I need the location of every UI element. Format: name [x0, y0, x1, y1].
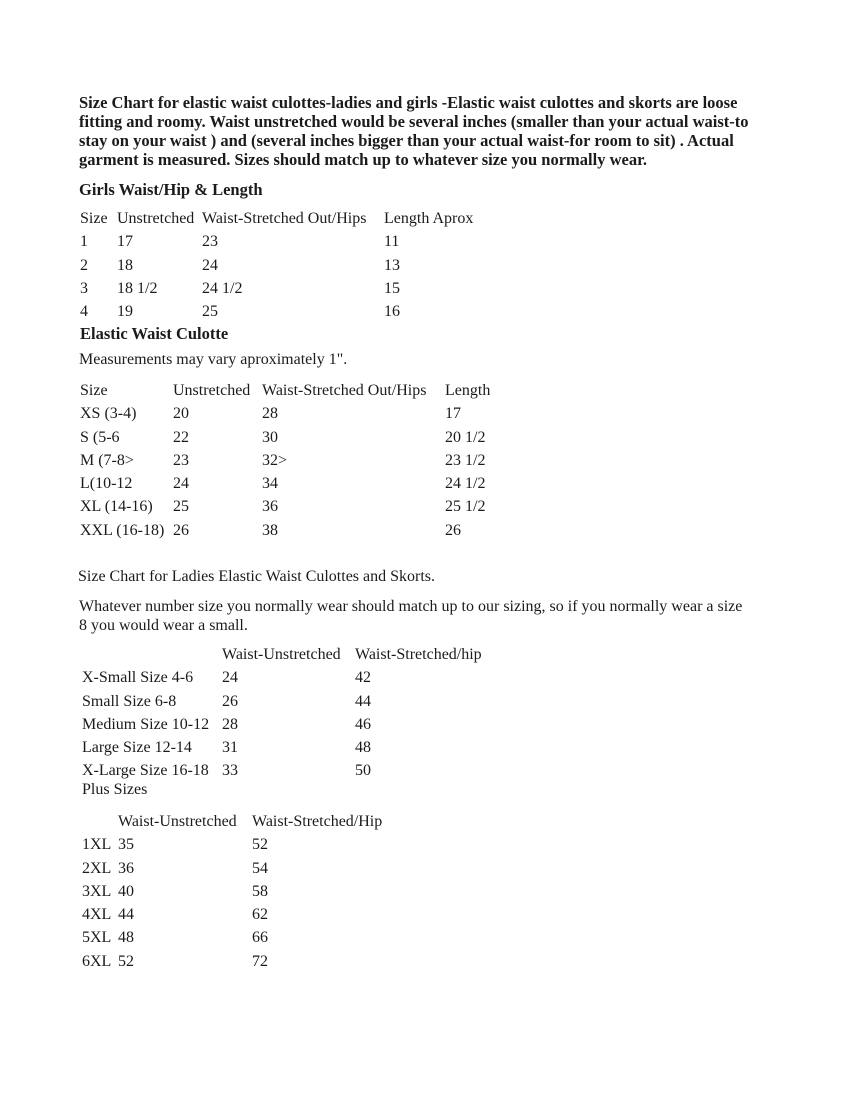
table-cell: 48: [355, 739, 371, 757]
table-cell: XS (3-4): [80, 405, 137, 423]
column-header: Size: [80, 382, 108, 399]
table-cell: M (7-8>: [80, 451, 134, 469]
girls-section-heading: Girls Waist/Hip & Length: [79, 180, 263, 199]
table-row: [80, 519, 585, 542]
table-cell: 1XL: [82, 836, 112, 854]
table-cell: 2XL: [82, 859, 112, 877]
column-header: Length Aprox: [384, 210, 474, 227]
ladies-paragraph: [79, 597, 742, 635]
table-cell: 44: [118, 906, 134, 924]
table-cell: X-Large Size 16-18: [82, 762, 209, 780]
table-row: [82, 666, 495, 689]
table-cell: 25: [202, 303, 218, 321]
table-cell: 24 1/2: [445, 475, 486, 493]
table-cell: 33: [222, 762, 238, 780]
table-cell: L(10-12: [80, 475, 133, 493]
table-cell: Medium Size 10-12: [82, 715, 210, 733]
column-header: Waist-Stretched/hip: [355, 646, 482, 663]
table-cell: 58: [252, 882, 268, 900]
table-cell: 36: [262, 498, 278, 516]
paragraph-line: Whatever number size you normally wear should match up to our sizing, so if you normally wear a size: [79, 598, 743, 615]
table-cell: 31: [222, 739, 238, 757]
table-cell: 26: [445, 521, 461, 539]
table-row: [80, 277, 524, 300]
table-cell: 46: [355, 715, 371, 733]
table-cell: 4: [80, 303, 88, 321]
table-cell: 42: [355, 669, 371, 687]
plus-sizes-label: Plus Sizes: [82, 781, 148, 798]
table-header-row: [82, 643, 495, 666]
column-header: Waist-Unstretched: [118, 813, 237, 830]
table-cell: 52: [118, 952, 134, 970]
culotte-size-table: [80, 379, 585, 542]
ladies-section-heading: Size Chart for Ladies Elastic Waist Culottes and Skorts.: [78, 568, 436, 585]
table-header-row: [80, 379, 585, 402]
table-row: [82, 690, 495, 713]
table-cell: 20: [173, 405, 189, 423]
column-header: Waist-Stretched Out/Hips: [262, 382, 427, 399]
table-cell: 48: [118, 929, 134, 947]
table-cell: 25 1/2: [445, 498, 486, 516]
table-cell: 23: [202, 233, 218, 251]
table-row: [80, 495, 585, 518]
girls-size-table: [80, 207, 524, 323]
table-cell: 15: [384, 279, 400, 297]
table-cell: 26: [173, 521, 189, 539]
plus-size-table: [82, 810, 392, 973]
table-row: [80, 472, 585, 495]
table-row: [82, 950, 392, 973]
paragraph-line: stay on your waist ) and (several inches bigger than your actual waist-for room to sit) . Actual: [79, 131, 734, 150]
table-cell: 52: [252, 836, 268, 854]
table-cell: 18: [117, 256, 133, 274]
table-cell: 34: [262, 475, 278, 493]
table-cell: 17: [117, 233, 133, 251]
table-cell: 28: [222, 715, 238, 733]
table-cell: 24: [173, 475, 189, 493]
table-cell: 44: [355, 692, 371, 710]
table-cell: 20 1/2: [445, 428, 486, 446]
table-cell: 38: [262, 521, 278, 539]
table-row: [80, 254, 524, 277]
table-cell: 3XL: [82, 882, 112, 900]
column-header: Unstretched: [117, 210, 195, 227]
column-header: Waist-Stretched/Hip: [252, 813, 383, 830]
table-row: [80, 402, 585, 425]
table-cell: 1: [80, 233, 88, 251]
table-cell: 22: [173, 428, 189, 446]
table-cell: 24: [202, 256, 218, 274]
table-cell: 11: [384, 233, 400, 251]
column-header: Length: [445, 382, 491, 399]
table-cell: 19: [117, 303, 133, 321]
table-cell: 54: [252, 859, 268, 877]
table-cell: 16: [384, 303, 400, 321]
paragraph-line: garment is measured. Sizes should match up to whatever size you normally wear.: [79, 150, 648, 169]
table-header-row: [82, 810, 392, 833]
table-cell: 6XL: [82, 952, 112, 970]
table-cell: S (5-6: [80, 428, 120, 446]
ladies-size-table: [82, 643, 495, 783]
table-cell: 24 1/2: [202, 279, 243, 297]
table-row: [82, 880, 392, 903]
table-row: [80, 300, 524, 323]
intro-paragraph: [79, 93, 749, 169]
table-cell: 30: [262, 428, 278, 446]
table-cell: 2: [80, 256, 88, 274]
table-cell: 4XL: [82, 906, 112, 924]
table-cell: 26: [222, 692, 238, 710]
table-cell: 40: [118, 882, 134, 900]
table-cell: 25: [173, 498, 189, 516]
paragraph-line: 8 you would wear a small.: [79, 617, 248, 634]
table-cell: 62: [252, 906, 268, 924]
table-cell: 13: [384, 256, 400, 274]
table-row: [82, 736, 495, 759]
table-row: [82, 857, 392, 880]
column-header: Waist-Stretched Out/Hips: [202, 210, 367, 227]
table-cell: 23 1/2: [445, 451, 486, 469]
column-header: Waist-Unstretched: [222, 646, 341, 663]
table-cell: 17: [445, 405, 461, 423]
column-header: Unstretched: [173, 382, 251, 399]
measurement-note: Measurements may vary aproximately 1".: [79, 351, 348, 368]
table-cell: 24: [222, 669, 238, 687]
table-row: [82, 713, 495, 736]
table-row: [82, 926, 392, 949]
table-cell: Small Size 6-8: [82, 692, 177, 710]
table-row: [82, 903, 392, 926]
table-cell: XXL (16-18): [80, 521, 165, 539]
table-cell: 23: [173, 451, 189, 469]
paragraph-line: Size Chart for elastic waist culottes-ladies and girls -Elastic waist culottes and skorts are loose: [79, 93, 738, 112]
table-cell: 36: [118, 859, 134, 877]
table-row: [80, 449, 585, 472]
table-row: [80, 426, 585, 449]
table-cell: 72: [252, 952, 268, 970]
table-cell: 28: [262, 405, 278, 423]
paragraph-line: fitting and roomy. Waist unstretched would be several inches (smaller than your actual waist-to: [79, 112, 749, 131]
culotte-section-heading: Elastic Waist Culotte: [80, 324, 229, 343]
table-cell: 35: [118, 836, 134, 854]
table-cell: 18 1/2: [117, 279, 158, 297]
table-cell: 5XL: [82, 929, 112, 947]
table-row: [80, 230, 524, 253]
table-row: [82, 833, 392, 856]
table-cell: 3: [80, 279, 88, 297]
table-cell: XL (14-16): [80, 498, 153, 516]
table-cell: 66: [252, 929, 268, 947]
table-cell: X-Small Size 4-6: [82, 669, 194, 687]
column-header: Size: [80, 210, 108, 227]
table-cell: 50: [355, 762, 371, 780]
table-cell: 32>: [262, 451, 288, 469]
column-header: [82, 643, 222, 666]
column-header: [82, 810, 118, 833]
table-header-row: [80, 207, 524, 230]
table-cell: Large Size 12-14: [82, 739, 192, 757]
